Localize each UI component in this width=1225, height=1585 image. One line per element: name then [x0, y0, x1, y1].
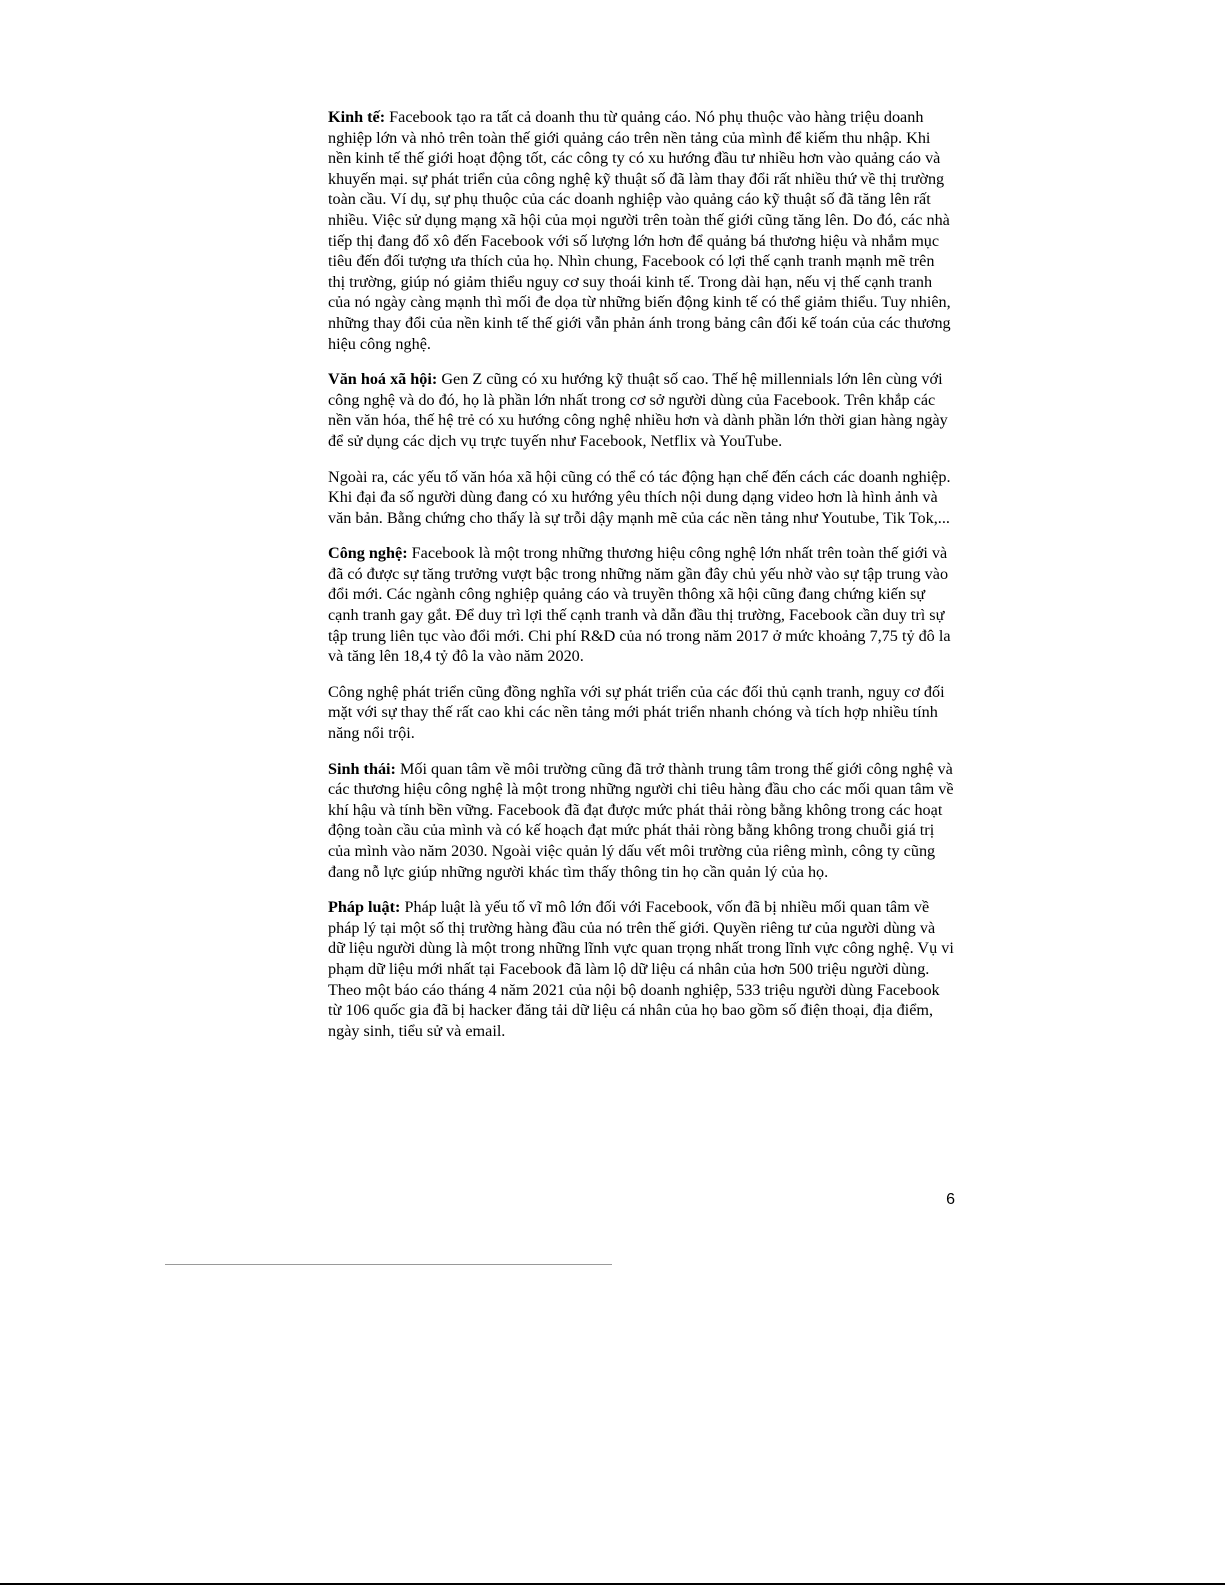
- paragraph-text: Facebook tạo ra tất cả doanh thu từ quảng cáo. Nó phụ thuộc vào hàng triệu doanh nghiệp lớn và nhỏ trên toàn thế giới quảng cáo trên nền tảng của mình để kiếm thu nhập. Khi nền kinh tế thế giới hoạt động tốt, các công ty có xu hướng đầu tư nhiều hơn vào quảng cáo và khuyến mại. sự phát triển của công nghệ kỹ thuật số đã làm thay đổi rất nhiều thứ về thị trường toàn cầu. Ví dụ, sự phụ thuộc của các doanh nghiệp vào quảng cáo kỹ thuật số đã tăng lên rất nhiều. Việc sử dụng mạng xã hội của mọi người trên toàn thế giới cũng tăng lên. Do đó, các nhà tiếp thị đang đổ xô đến Facebook với số lượng lớn hơn để quảng bá thương hiệu và nhắm mục tiêu đến đối tượng ưa thích của họ. Nhìn chung, Facebook có lợi thế cạnh tranh mạnh mẽ trên thị trường, giúp nó giảm thiểu nguy cơ suy thoái kinh tế. Trong dài hạn, nếu vị thế cạnh tranh của nó ngày càng mạnh thì mối đe dọa từ những biến động kinh tế có thể giảm thiểu. Tuy nhiên, những thay đổi của nền kinh tế thế giới vẫn phản ánh trong bảng cân đối kế toán của các thương hiệu công nghệ.: [328, 108, 951, 353]
- paragraph-text: Gen Z cũng có xu hướng kỹ thuật số cao. Thế hệ millennials lớn lên cùng với công nghệ và do đó, họ là phần lớn nhất trong cơ sở người dùng của Facebook. Trên khắp các nền văn hóa, thế hệ trẻ có xu hướng công nghệ nhiều hơn và dành phần lớn thời gian hàng ngày để sử dụng các dịch vụ trực tuyến như Facebook, Netflix và YouTube.: [328, 370, 948, 450]
- page-number: 6: [946, 1191, 955, 1208]
- paragraph-text: Mối quan tâm về môi trường cũng đã trở thành trung tâm trong thế giới công nghệ và các thương hiệu công nghệ là một trong những người chi tiêu hàng đầu cho các mối quan tâm về khí hậu và tính bền vững. Facebook đã đạt được mức phát thải ròng bằng không trong các hoạt động toàn cầu của mình và có kế hoạch đạt mức phát thải ròng bằng không trong chuỗi giá trị của mình vào năm 2030. Ngoài việc quản lý dấu vết môi trường của riêng mình, công ty cũng đang nỗ lực giúp những người khác tìm thấy thông tin họ cần quản lý của họ.: [328, 759, 954, 881]
- paragraph-text: Công nghệ phát triển cũng đồng nghĩa với sự phát triển của các đối thủ cạnh tranh, nguy cơ đối mặt với sự thay thế rất cao khi các nền tảng mới phát triển nhanh chóng và tích hợp nhiều tính năng nổi trội.: [328, 682, 945, 743]
- footnote-separator: [165, 1264, 612, 1265]
- paragraph-label: Văn hoá xã hội:: [328, 370, 438, 389]
- paragraph-text: Facebook là một trong những thương hiệu công nghệ lớn nhất trên toàn thế giới và đã có được sự tăng trưởng vượt bậc trong những năm gần đây chủ yếu nhờ vào sự tập trung vào đổi mới. Các ngành công nghiệp quảng cáo và truyền thông xã hội cũng đang chứng kiến sự cạnh tranh gay gắt. Để duy trì lợi thế cạnh tranh và dẫn đầu thị trường, Facebook cần duy trì sự tập trung liên tục vào đổi mới. Chi phí R&D của nó trong năm 2017 ở mức khoảng 7,75 tỷ đô la và tăng lên 18,4 tỷ đô la vào năm 2020.: [328, 544, 951, 666]
- paragraph-legal: [328, 897, 954, 1041]
- paragraph-label: Kinh tế:: [328, 108, 386, 126]
- paragraph-text: Pháp luật là yếu tố vĩ mô lớn đối với Facebook, vốn đã bị nhiều mối quan tâm về pháp lý tại một số thị trường hàng đầu của nó trên thế giới. Quyền riêng tư của người dùng và dữ liệu người dùng là một trong những lĩnh vực quan trọng nhất trong lĩnh vực công nghệ. Vụ vi phạm dữ liệu mới nhất tại Facebook đã làm lộ dữ liệu cá nhân của hơn 500 triệu người dùng. Theo một báo cáo tháng 4 năm 2021 của nội bộ doanh nghiệp, 533 triệu người dùng Facebook từ 106 quốc gia đã bị hacker đăng tải dữ liệu cá nhân của họ bao gồm số điện thoại, địa điểm, ngày sinh, tiểu sử và email.: [328, 898, 954, 1040]
- paragraph-ecology: [328, 759, 954, 883]
- paragraph-text: Ngoài ra, các yếu tố văn hóa xã hội cũng có thể có tác động hạn chế đến cách các doanh nghiệp. Khi đại đa số người dùng đang có xu hướng yêu thích nội dung dạng video hơn là hình ảnh và văn bản. Bằng chứng cho thấy là sự trỗi dậy mạnh mẽ của các nền tảng như Youtube, Tik Tok,...: [328, 467, 951, 527]
- paragraph-technology: [328, 543, 954, 667]
- paragraph-technology-2: [328, 682, 954, 744]
- body-text: [328, 107, 954, 1056]
- paragraph-social-culture: [328, 369, 954, 451]
- paragraph-social-culture-2: [328, 467, 954, 529]
- paragraph-label: Sinh thái:: [328, 759, 396, 778]
- paragraph-label: Công nghệ:: [328, 544, 408, 563]
- paragraph-economy: [328, 107, 954, 354]
- paragraph-label: Pháp luật:: [328, 898, 401, 917]
